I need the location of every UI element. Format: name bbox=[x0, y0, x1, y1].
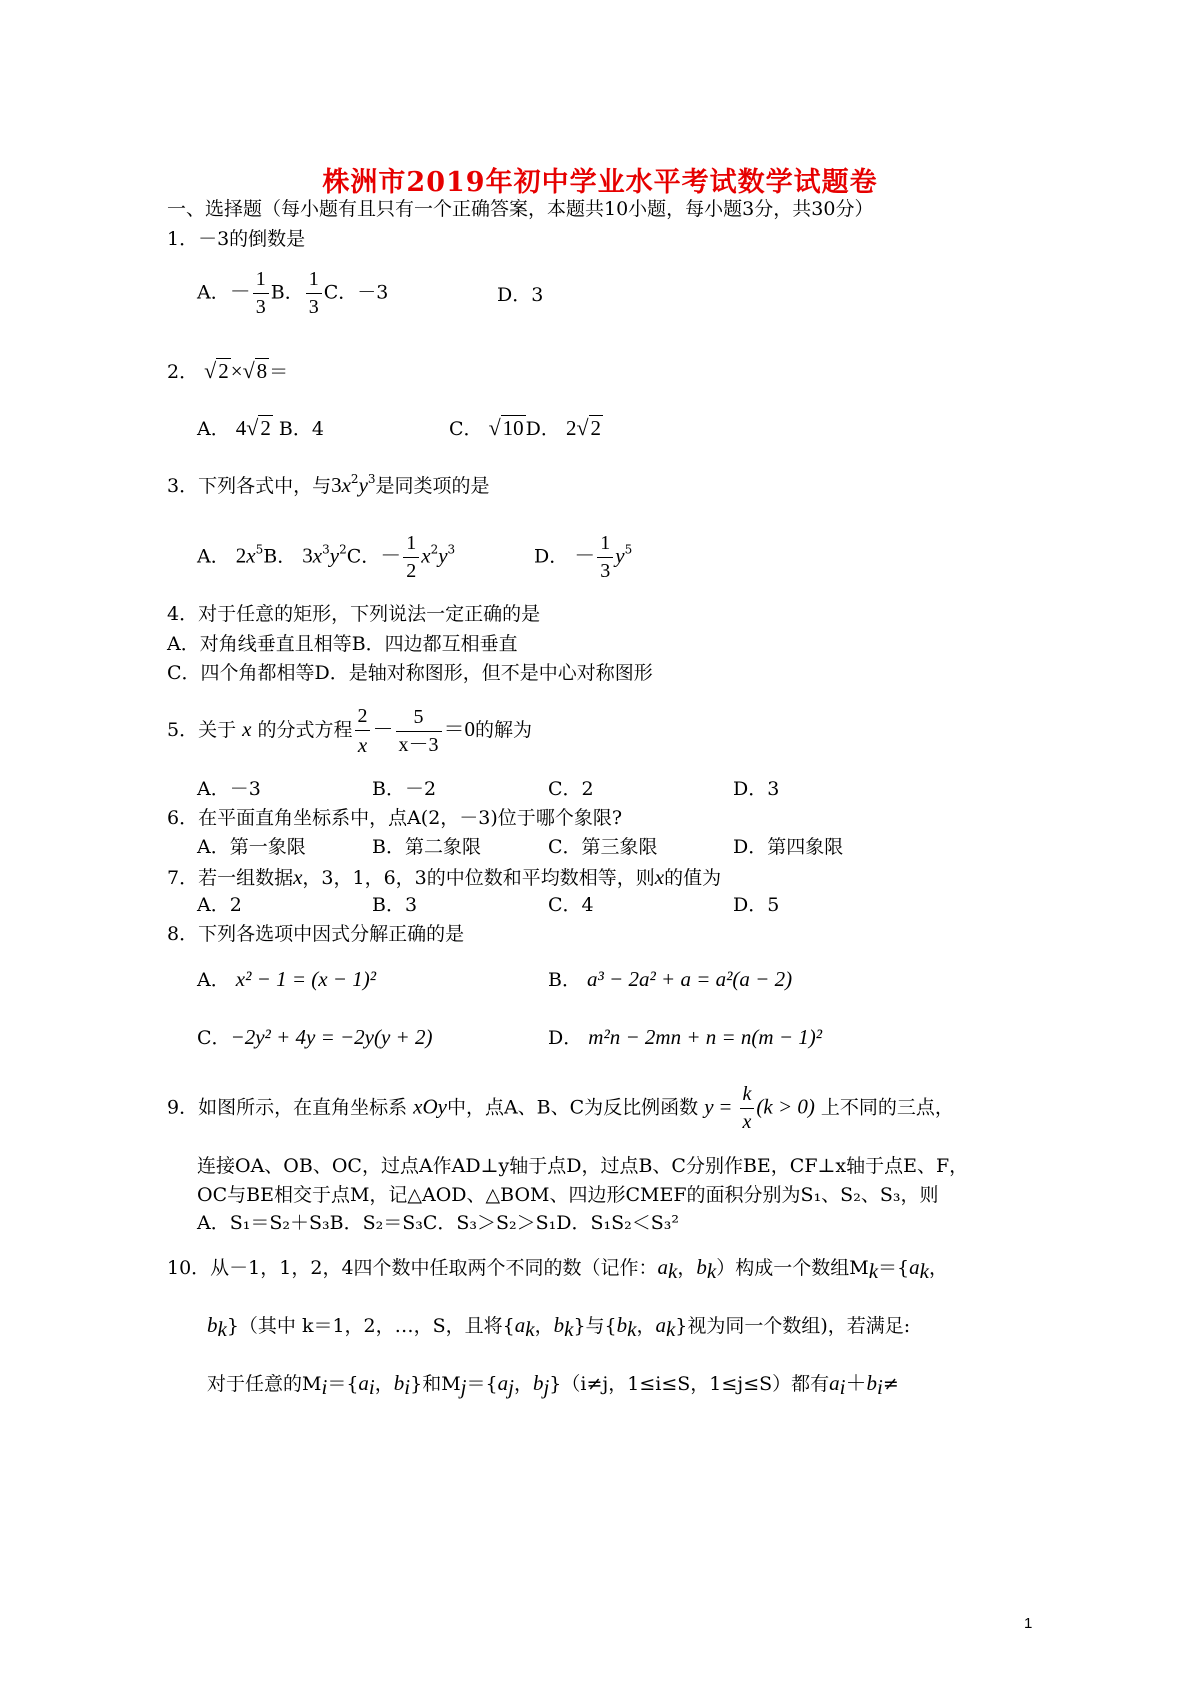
option-d-coefficient: 2 bbox=[565, 416, 577, 440]
variable: x bbox=[654, 865, 665, 889]
q5-option-b: B．－2 bbox=[372, 778, 437, 800]
stem-text: 9．如图所示，在直角坐标系 bbox=[167, 1096, 408, 1119]
subscript: k bbox=[525, 1317, 535, 1341]
radicand: 8 bbox=[256, 359, 268, 383]
radicand: 10 bbox=[502, 416, 524, 440]
denominator: 3 bbox=[253, 293, 269, 319]
stem-text: 的解为 bbox=[475, 719, 533, 742]
question-2-options-ab bbox=[197, 415, 324, 441]
option-a-sqrt: √2 bbox=[246, 415, 271, 440]
numerator: 2 bbox=[357, 705, 368, 727]
exponent: 3 bbox=[447, 542, 456, 557]
option-b-fraction bbox=[306, 268, 322, 319]
comma: ， bbox=[928, 1257, 948, 1279]
question-2-options-cd bbox=[449, 415, 603, 441]
variable-a: a bbox=[909, 1255, 920, 1279]
variable: x bbox=[341, 473, 351, 497]
question-8-stem: 8．下列各选项中因式分解正确的是 bbox=[167, 923, 465, 945]
subscript: k bbox=[868, 1259, 879, 1283]
q8-option-a bbox=[197, 967, 376, 992]
stem-text: ）构成一个数组M bbox=[716, 1257, 869, 1279]
option-b-label: B． bbox=[270, 281, 304, 304]
question-2-stem bbox=[167, 358, 288, 384]
subscript: k bbox=[665, 1317, 676, 1341]
question-6-stem: 6．在平面直角坐标系中，点A(2，－3)位于哪个象限? bbox=[167, 807, 622, 829]
coefficient: 2 bbox=[235, 543, 247, 568]
subscript: i bbox=[321, 1375, 328, 1399]
q8-option-d bbox=[548, 1025, 822, 1050]
option-a-label: A． bbox=[197, 545, 230, 568]
variable-a: a bbox=[358, 1371, 369, 1395]
option-b-expression: a³ − 2a² + a = a²(a − 2) bbox=[587, 967, 793, 991]
denominator: 3 bbox=[597, 557, 613, 583]
variable-b: b bbox=[393, 1371, 405, 1395]
stem-text: }与{ bbox=[573, 1315, 617, 1337]
question-4-options-cd: C．四个角都相等D．是轴对称图形，但不是中心对称图形 bbox=[167, 662, 653, 684]
variable-b: b bbox=[553, 1313, 565, 1337]
variable: x bbox=[293, 865, 303, 889]
option-d-label: D． bbox=[548, 1027, 583, 1049]
option-d-label: D． bbox=[497, 284, 532, 306]
variable: y bbox=[438, 543, 448, 568]
comma: ， bbox=[677, 1257, 697, 1279]
stem-text: 10．从－1，1，2，4四个数中任取两个不同的数（记作： bbox=[167, 1257, 658, 1279]
stem-text: 是同类项的是 bbox=[375, 475, 490, 497]
numerator: 1 bbox=[406, 532, 417, 554]
q6-option-b: B．第二象限 bbox=[372, 836, 481, 858]
variable: y bbox=[358, 473, 368, 497]
option-c-label: C． bbox=[449, 418, 483, 440]
denominator: x－3 bbox=[396, 731, 442, 757]
q5-option-d: D．3 bbox=[733, 778, 780, 800]
subscript: i bbox=[368, 1375, 375, 1399]
option-a-label: A． bbox=[197, 281, 230, 304]
radicand: 2 bbox=[218, 359, 229, 383]
stem-text: ，3，1，6，3的中位数和平均数相等，则 bbox=[302, 867, 655, 889]
comma: ， bbox=[374, 1373, 394, 1395]
variable: x bbox=[246, 543, 256, 568]
q7-option-b: B．3 bbox=[372, 894, 418, 916]
variable-a: a bbox=[829, 1371, 840, 1395]
exponent: 2 bbox=[350, 472, 359, 486]
question-3-stem bbox=[167, 472, 490, 498]
option-d-sqrt: √2 bbox=[576, 415, 602, 440]
denominator: 3 bbox=[306, 293, 322, 319]
option-a-label: A． bbox=[197, 418, 230, 440]
variable: x bbox=[312, 543, 323, 568]
subscript: k bbox=[706, 1259, 717, 1283]
variable-b: b bbox=[532, 1371, 544, 1395]
question-5-stem bbox=[167, 705, 532, 757]
variable-a: a bbox=[657, 1255, 669, 1279]
q6-option-d: D．第四象限 bbox=[733, 836, 844, 858]
option-a-coefficient: 4 bbox=[235, 416, 247, 440]
k-over-x-fraction bbox=[740, 1083, 755, 1134]
stem-text: 对于任意的M bbox=[207, 1373, 322, 1395]
option-d-label: D． bbox=[534, 545, 569, 568]
equals-sign: ＝ bbox=[269, 361, 289, 383]
condition: (k > 0) bbox=[756, 1094, 815, 1119]
numerator: k bbox=[742, 1083, 752, 1105]
variable-a: a bbox=[514, 1313, 526, 1337]
stem-text: }（i≠j，1≤i≤S，1≤j≤S）都有 bbox=[549, 1373, 830, 1395]
q6-option-c: C．第三象限 bbox=[548, 836, 658, 858]
stem-text: }视为同一个数组)，若满足: bbox=[675, 1315, 911, 1337]
numerator: 5 bbox=[413, 705, 424, 728]
exponent: 3 bbox=[322, 542, 330, 557]
subscript: j bbox=[460, 1375, 467, 1399]
option-b-value: 4 bbox=[311, 418, 324, 440]
exponent: 5 bbox=[255, 542, 264, 557]
variable-b: b bbox=[207, 1313, 218, 1337]
variable-a: a bbox=[497, 1371, 509, 1395]
variable: x bbox=[421, 543, 431, 568]
question-9-options: A．S₁＝S₂＋S₃B．S₂＝S₃C．S₃＞S₂＞S₁D．S₁S₂＜S₃² bbox=[197, 1212, 680, 1234]
question-1-options bbox=[197, 268, 388, 319]
question-4-options-ab: A．对角线垂直且相等B．四边都互相垂直 bbox=[167, 633, 518, 655]
variable: y bbox=[615, 543, 625, 568]
variable: y bbox=[704, 1094, 714, 1119]
stem-text: 3．下列各式中，与 bbox=[167, 475, 332, 497]
coordinate-system: xOy bbox=[413, 1094, 447, 1119]
denominator: x bbox=[740, 1108, 755, 1134]
minus-sign: － bbox=[372, 717, 394, 742]
comma: ， bbox=[513, 1373, 533, 1395]
radicand: 2 bbox=[260, 416, 271, 440]
option-b-label: B． bbox=[263, 545, 297, 568]
option-b-label: B． bbox=[548, 969, 581, 991]
option-d-value: 3 bbox=[531, 284, 544, 306]
coefficient: 3 bbox=[302, 543, 313, 568]
sign: － bbox=[574, 543, 596, 568]
stem-text: ＝{ bbox=[466, 1373, 498, 1395]
option-a-label: A． bbox=[197, 969, 230, 991]
variable-b: b bbox=[616, 1313, 628, 1337]
q8-option-c bbox=[197, 1025, 432, 1050]
numerator: 1 bbox=[600, 532, 611, 554]
question-4-stem: 4．对于任意的矩形，下列说法一定正确的是 bbox=[167, 603, 541, 625]
question-9-line-3: OC与BE相交于点M，记△AOD、△BOM、四边形CMEF的面积分别为S₁、S₂、S₃，则 bbox=[197, 1184, 939, 1206]
question-3-option-d bbox=[534, 532, 632, 583]
subscript: k bbox=[919, 1259, 929, 1283]
exam-title: 株洲市2019年初中学业水平考试数学试题卷 bbox=[322, 167, 878, 198]
question-1-stem: 1．－3的倒数是 bbox=[167, 228, 306, 250]
option-b-label: B． bbox=[278, 418, 312, 440]
numerator: 1 bbox=[255, 268, 266, 290]
comma: ， bbox=[636, 1315, 656, 1337]
question-7-stem bbox=[167, 865, 721, 890]
exponent: 5 bbox=[624, 542, 633, 557]
exponent: 2 bbox=[339, 542, 347, 557]
option-c-expression: −2y² + 4y = −2y(y + 2) bbox=[230, 1025, 433, 1049]
stem-text: 5．关于 bbox=[167, 719, 237, 742]
option-d-label: D． bbox=[525, 418, 560, 440]
numerator: 1 bbox=[308, 268, 319, 290]
question-10-line-1 bbox=[167, 1255, 948, 1284]
question-3-options-abc bbox=[197, 532, 455, 583]
stem-text: }和M bbox=[410, 1373, 461, 1395]
equals-zero: ＝0 bbox=[443, 717, 476, 742]
sqrt-expression: √8 bbox=[242, 358, 268, 383]
denominator: x bbox=[355, 730, 370, 757]
question-10-line-3: 对于任意的$M_i=\{a_i$，$b_i$}和$M_j=\{a_j$，$b_j\}(i\ne j$，1≤i≤S，1≤j≤S）都有$a_i+b_i\ne$ bbox=[207, 1371, 899, 1399]
option-d-expression: m²n − 2mn + n = n(m − 1)² bbox=[588, 1025, 823, 1049]
option-c-label: C． bbox=[197, 1027, 231, 1049]
page-number: 1 bbox=[1024, 1615, 1033, 1632]
equals-sign: = bbox=[719, 1094, 732, 1119]
variable-b: b bbox=[866, 1371, 877, 1395]
coefficient: 3 bbox=[331, 473, 342, 497]
option-a-expression: x² − 1 = (x − 1)² bbox=[235, 967, 377, 991]
section-heading: 一、选择题（每小题有且只有一个正确答案，本题共10小题，每小题3分，共30分） bbox=[167, 198, 874, 220]
times-sign: × bbox=[230, 359, 243, 383]
stem-text: ＝{ bbox=[878, 1257, 910, 1279]
question-9-stem bbox=[167, 1083, 954, 1134]
option-c-label: C． bbox=[346, 545, 381, 568]
q5-option-c: C．2 bbox=[548, 778, 594, 800]
stem-text: 7．若一组数据 bbox=[167, 867, 294, 889]
q8-option-b bbox=[548, 967, 792, 992]
exponent: 3 bbox=[367, 472, 376, 486]
subscript: i bbox=[839, 1375, 846, 1399]
denominator: 2 bbox=[403, 557, 419, 583]
subscript: j bbox=[508, 1375, 514, 1399]
q6-option-a: A．第一象限 bbox=[197, 836, 306, 858]
subscript: i bbox=[404, 1375, 411, 1399]
option-a-fraction bbox=[253, 268, 269, 319]
option-d-fraction bbox=[597, 532, 613, 583]
option-c-fraction bbox=[403, 532, 419, 583]
q7-option-d: D．5 bbox=[733, 894, 780, 916]
q7-option-a: A．2 bbox=[197, 894, 242, 916]
option-a-sign: － bbox=[229, 279, 251, 304]
subscript: k bbox=[627, 1317, 637, 1341]
subscript: i bbox=[876, 1375, 883, 1399]
subscript: j bbox=[543, 1375, 550, 1399]
sign: － bbox=[380, 543, 402, 568]
fraction-1 bbox=[355, 705, 371, 757]
question-number: 2． bbox=[167, 361, 199, 383]
q7-option-c: C．4 bbox=[548, 894, 594, 916]
variable-a: a bbox=[655, 1313, 666, 1337]
fraction-2 bbox=[396, 706, 442, 757]
subscript: k bbox=[564, 1317, 574, 1341]
q5-option-a: A．－3 bbox=[197, 778, 261, 800]
variable-b: b bbox=[696, 1255, 707, 1279]
comma: ， bbox=[534, 1315, 554, 1337]
subscript: k bbox=[668, 1259, 678, 1283]
variable: y bbox=[329, 543, 340, 568]
stem-text: }（其中 k＝1，2，…，S，且将{ bbox=[226, 1315, 515, 1337]
exponent: 2 bbox=[430, 542, 439, 557]
radicand: 2 bbox=[590, 416, 602, 440]
option-c-value: －3 bbox=[357, 281, 389, 304]
question-10-line-2 bbox=[207, 1313, 910, 1342]
subscript: k bbox=[217, 1317, 227, 1341]
question-1-option-d bbox=[497, 284, 543, 307]
option-c-sqrt: √10 bbox=[488, 415, 524, 440]
not-equal-sign: ≠ bbox=[882, 1373, 899, 1395]
stem-text: 中，点A、B、C为反比例函数 bbox=[446, 1096, 699, 1119]
option-c-label: C． bbox=[323, 281, 358, 304]
stem-text: 上不同的三点， bbox=[820, 1096, 954, 1119]
stem-text: 的分式方程 bbox=[257, 719, 353, 742]
stem-text: 的值为 bbox=[664, 867, 722, 889]
stem-text: ＝{ bbox=[327, 1373, 359, 1395]
question-9-line-2: 连接OA、OB、OC，过点A作AD⊥y轴于点D，过点B、C分别作BE，CF⊥x轴于点E、F， bbox=[197, 1155, 969, 1177]
sqrt-expression: √2 bbox=[204, 358, 229, 383]
variable: x bbox=[242, 717, 252, 742]
